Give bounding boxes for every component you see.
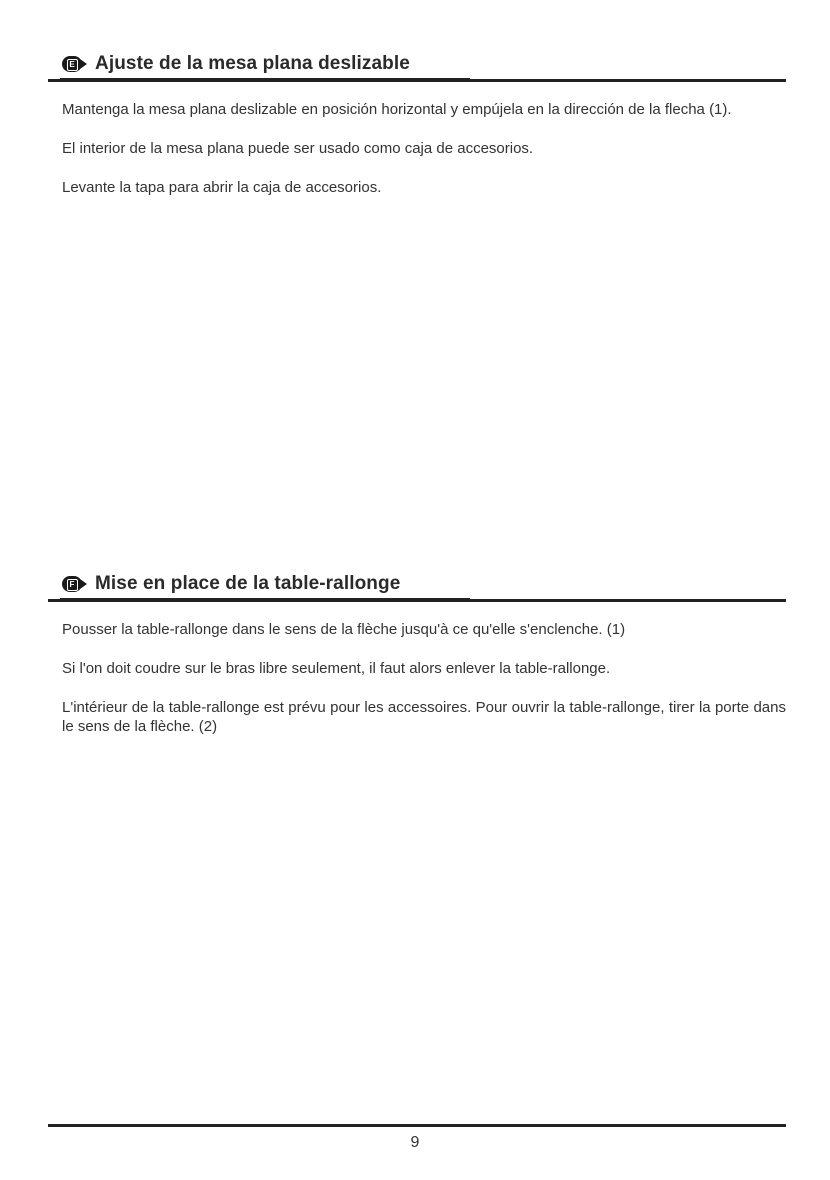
section-title: Ajuste de la mesa plana deslizable xyxy=(95,53,410,74)
paragraph: El interior de la mesa plana puede ser usado como caja de accesorios. xyxy=(62,140,534,157)
page-number: 9 xyxy=(410,1134,420,1151)
arrow-icon xyxy=(80,59,87,69)
paragraph: L'intérieur de la table-rallonge est prévu pour les accessoires. Pour ouvrir la table-rallonge, tirer la porte dans le sens de la flèche. (2) xyxy=(62,699,786,735)
footer-rule xyxy=(48,1124,786,1127)
language-badge-icon xyxy=(62,576,86,592)
section-heading xyxy=(48,50,786,78)
language-badge-icon xyxy=(62,56,86,72)
section-title: Mise en place de la table-rallonge xyxy=(95,573,401,594)
section-french xyxy=(48,570,786,756)
language-letter: E xyxy=(67,59,78,71)
section-heading xyxy=(48,570,786,598)
section-spanish xyxy=(48,50,786,217)
section-body xyxy=(48,100,786,197)
section-rule xyxy=(48,599,786,602)
paragraph: Levante la tapa para abrir la caja de accesorios. xyxy=(62,179,382,196)
section-rule xyxy=(48,79,786,82)
paragraph: Si l'on doit coudre sur le bras libre seulement, il faut alors enlever la table-rallonge. xyxy=(62,660,611,677)
section-body xyxy=(48,620,786,736)
arrow-icon xyxy=(80,579,87,589)
paragraph: Pousser la table-rallonge dans le sens de la flèche jusqu'à ce qu'elle s'enclenche. (1) xyxy=(62,621,626,638)
language-letter: F xyxy=(67,579,78,591)
paragraph: Mantenga la mesa plana deslizable en posición horizontal y empújela en la dirección de la flecha (1). xyxy=(62,101,732,118)
